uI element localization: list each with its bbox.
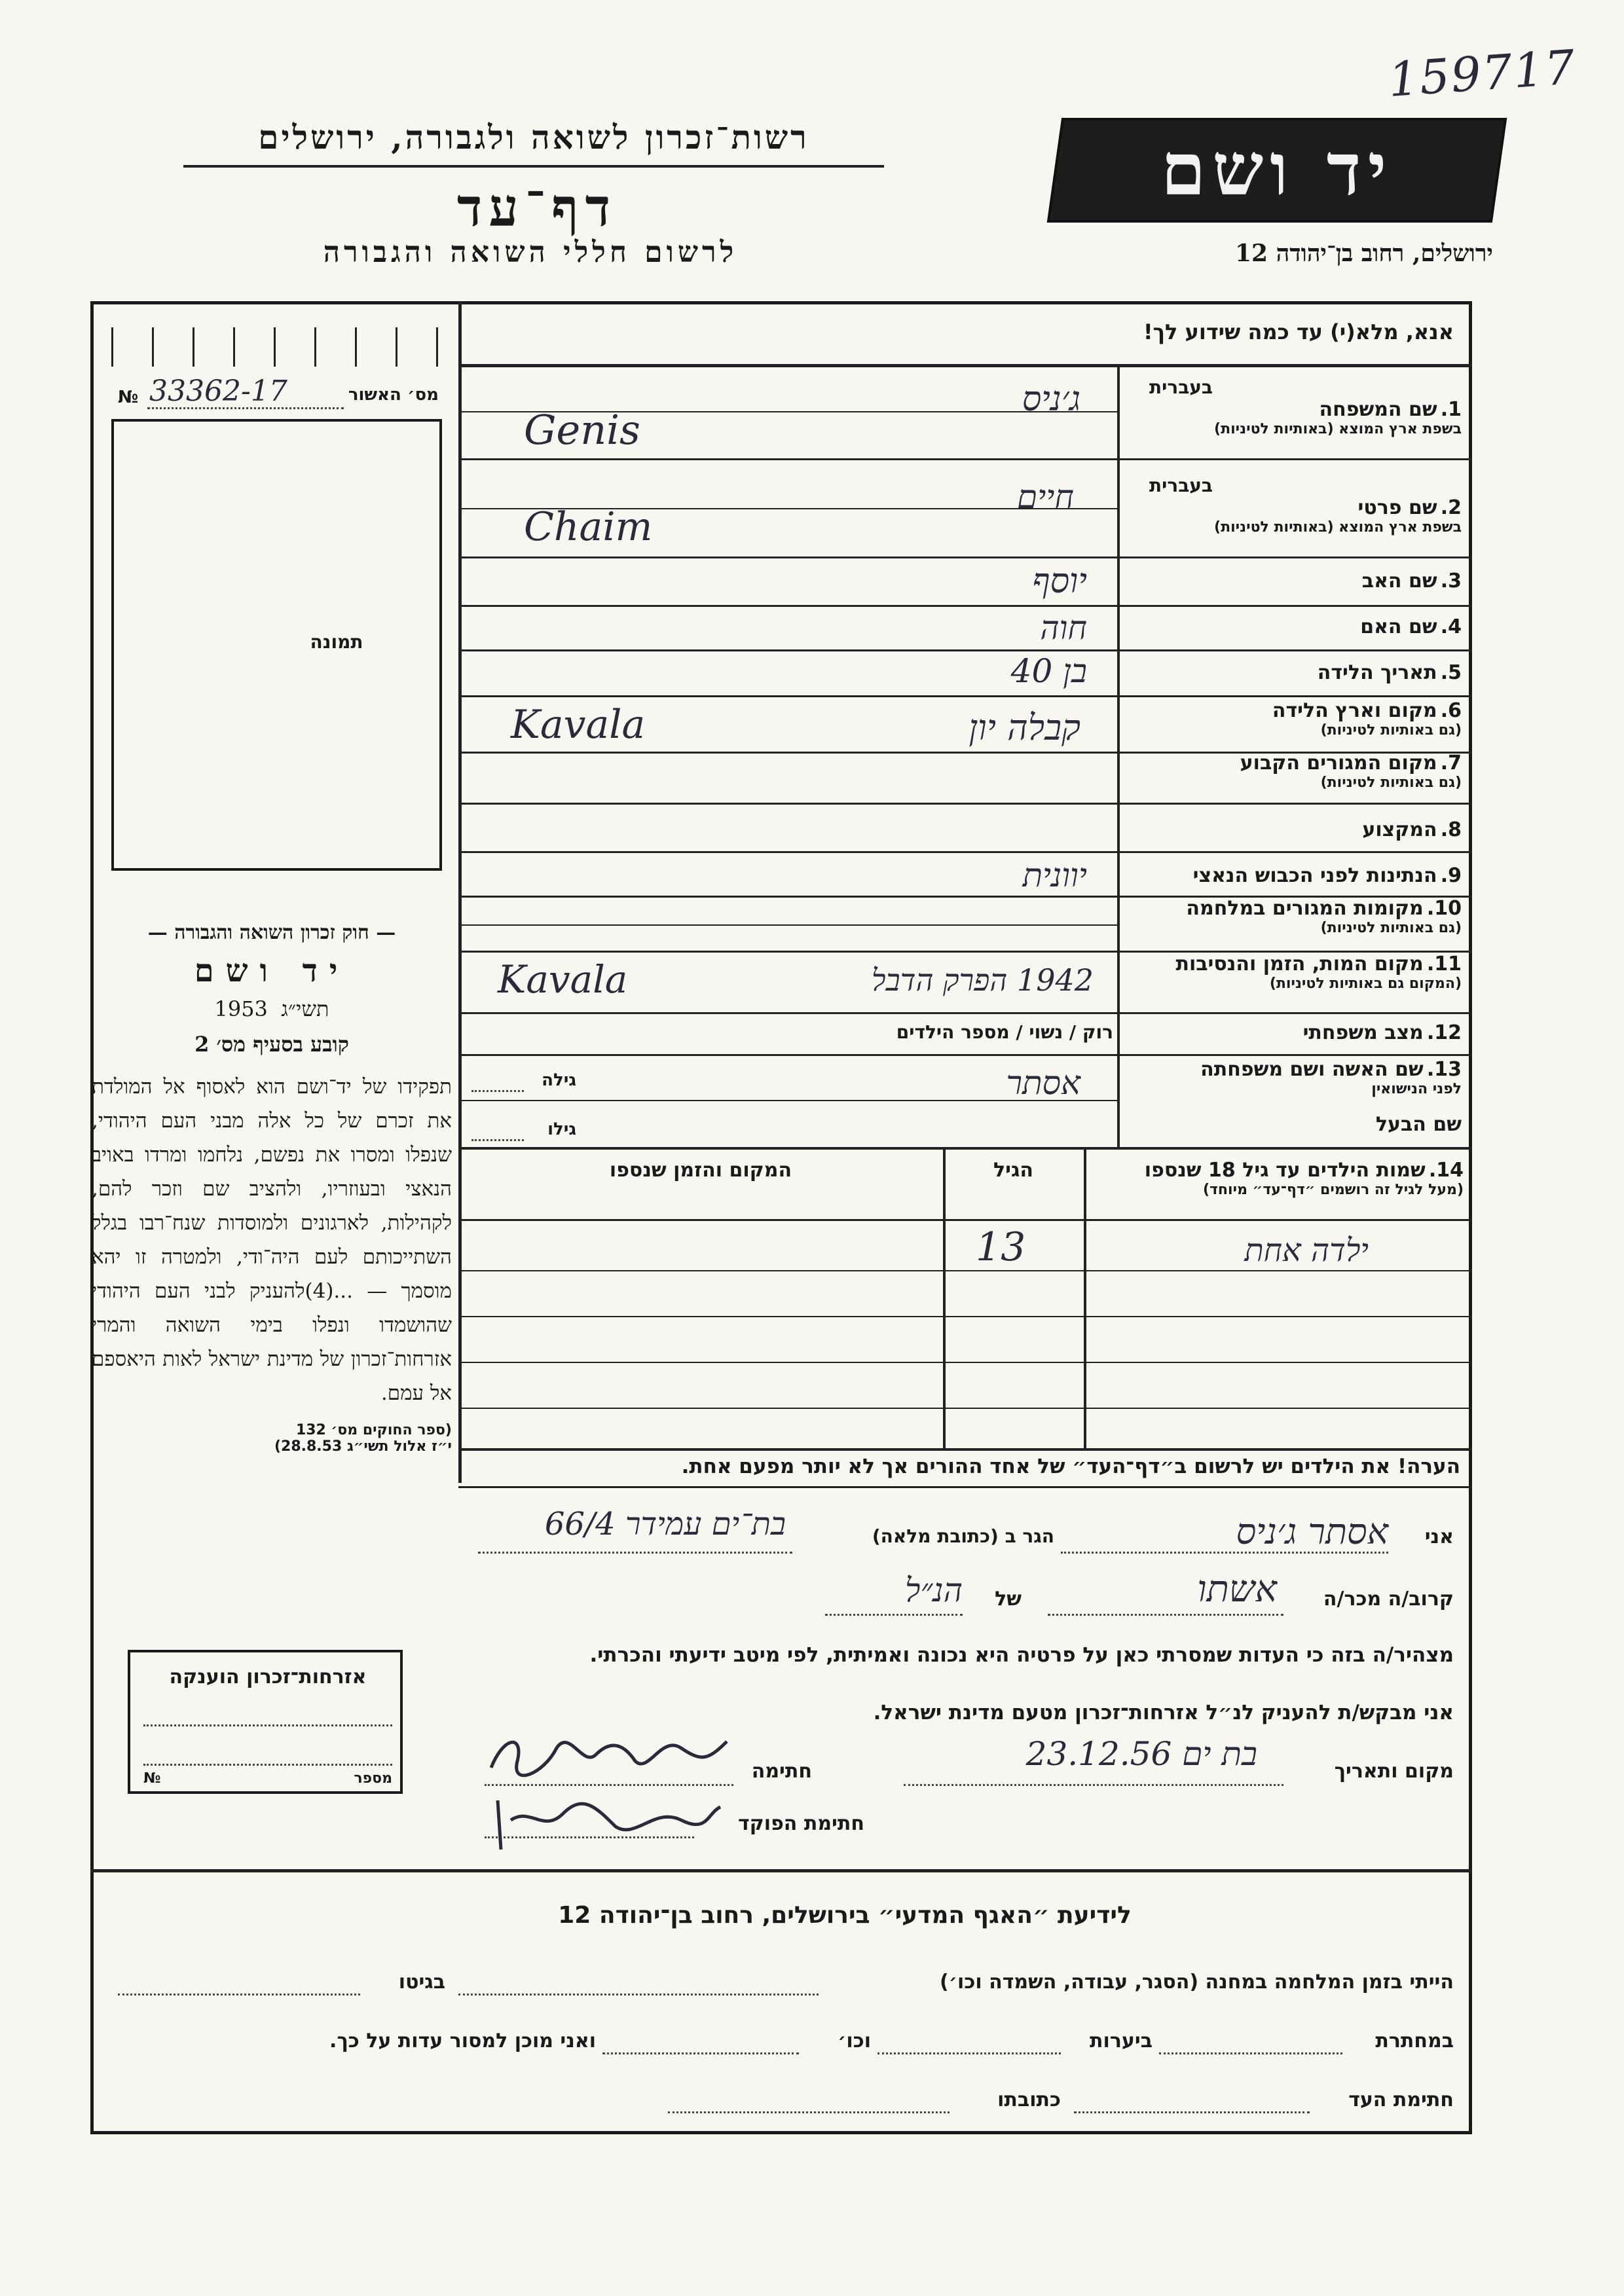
children-title: שמות הילדים עד גיל 18 שנספו xyxy=(1144,1159,1426,1182)
children-header-rule xyxy=(458,1219,1472,1221)
family-name-hebrew[interactable]: ג׳ניס xyxy=(1022,380,1080,419)
tick-marks xyxy=(111,327,439,367)
first-name-latin[interactable]: Chaim xyxy=(524,504,653,550)
testimony-label: ואני מוכן למסור עדות על כך. xyxy=(329,2030,596,2052)
authority-name: רשות־זכרון לשואה ולגבורה, ירושלים xyxy=(258,118,809,156)
citizenship-dots-1 xyxy=(143,1724,392,1726)
citizenship-box-title: אזרחות־זכרון הוענקה xyxy=(169,1666,367,1688)
field-13-label: שם האשה ושם משפחתה xyxy=(1200,1058,1424,1081)
declarant-name[interactable]: אסתר ג׳ניס xyxy=(1236,1511,1388,1552)
father-name-value[interactable]: יוסף xyxy=(1032,562,1087,601)
declarant-relation[interactable]: אשתו xyxy=(1197,1568,1277,1611)
law-year-hebrew: תשי״ג xyxy=(281,996,329,1021)
field-7-sub: (גם באותיות לטיניות) xyxy=(1320,774,1462,791)
field-7-label: מקום המגורים הקבוע xyxy=(1240,752,1437,774)
label-column-divider xyxy=(1117,364,1120,1147)
family-name-latin[interactable]: Genis xyxy=(524,406,640,454)
law-title: — חוק זכרון השואה והגבורה — xyxy=(147,921,396,944)
camp-dots xyxy=(458,1994,819,1995)
photo-box xyxy=(111,419,442,871)
instruction-rule xyxy=(458,364,1472,367)
photo-label: תמונה xyxy=(310,631,363,653)
children-place-header: המקום והזמן שנספו xyxy=(609,1159,792,1182)
approval-prefix: № xyxy=(118,388,139,407)
header-address: ירושלים, רחוב בן־יהודה 12 xyxy=(1234,240,1493,267)
field-wartime-residence xyxy=(1121,897,1462,936)
fill-instruction: אנא, מלא(י) עד כמה שידוע לך! xyxy=(1143,319,1454,344)
marital-status-options[interactable]: רוק / נשוי / מספר הילדים xyxy=(896,1021,1113,1043)
field-7-number: 7. xyxy=(1440,752,1462,774)
husband-age-dots xyxy=(471,1139,524,1141)
ghetto-label: בגיטו xyxy=(398,1971,445,1994)
citizenship-number-prefix: № xyxy=(143,1770,161,1787)
birth-place-hebrew[interactable]: קבלה יון xyxy=(969,707,1080,748)
witness-address-label: כתובתו xyxy=(997,2088,1061,2111)
row-rule-12 xyxy=(458,1054,1472,1056)
relation-dots xyxy=(1048,1614,1283,1616)
field-11-number: 11. xyxy=(1426,953,1462,975)
field-1-label: שם המשפחה xyxy=(1319,398,1437,421)
children-note: הערה! את הילדים יש לרשום ב״דף־העד״ של אחד ההורים אך לא יותר מפעם אחת. xyxy=(681,1455,1460,1478)
field-10-number: 10. xyxy=(1426,897,1462,920)
approval-dots xyxy=(147,407,344,409)
declarant-signature xyxy=(485,1722,733,1787)
husband-label: שם הבעל xyxy=(1375,1113,1462,1136)
law-source: (ספר החוקים מס׳ 132 xyxy=(295,1422,452,1438)
field-5-number: 5. xyxy=(1440,661,1462,684)
row-rule-5 xyxy=(458,695,1472,697)
field-3-label: שם האב xyxy=(1361,570,1437,592)
row-rule-4 xyxy=(458,649,1472,651)
death-details-hebrew[interactable]: 1942 הפרק הדבל xyxy=(872,962,1094,998)
archive-number: 159717 xyxy=(1386,39,1578,107)
law-block xyxy=(92,917,452,1455)
approval-value: 33362-17 xyxy=(149,374,287,408)
etc-dots xyxy=(602,2052,799,2054)
underground-label: במחתרת xyxy=(1375,2030,1454,2052)
form-subtitle: לרשום חללי השואה והגבורה xyxy=(323,236,738,269)
field-2-number: 2. xyxy=(1440,496,1462,519)
child-1-name[interactable]: ילדה אחת xyxy=(1244,1232,1369,1269)
field-2-label: שם פרטי xyxy=(1357,496,1437,519)
row-rule-13 xyxy=(458,1147,1472,1150)
field-6-label: מקום וארץ הלידה xyxy=(1272,699,1437,722)
place-date-dots xyxy=(904,1784,1283,1786)
field-birth-date xyxy=(1121,661,1462,684)
death-place-latin[interactable]: Kavala xyxy=(498,957,628,1002)
field-9-number: 9. xyxy=(1440,864,1462,887)
children-row-rule-1 xyxy=(458,1270,1472,1271)
row-inner-10 xyxy=(458,924,1117,926)
bottom-section-rule xyxy=(90,1869,1472,1872)
declarant-address[interactable]: בת־ים עמידר 66/4 xyxy=(544,1506,786,1542)
ghetto-dots xyxy=(118,1994,360,1995)
birth-place-latin[interactable]: Kavala xyxy=(511,702,646,748)
field-permanent-residence xyxy=(1121,752,1462,791)
logo-text: יד ושם xyxy=(1160,127,1393,211)
forests-dots xyxy=(877,2052,1061,2054)
officer-signature xyxy=(485,1781,733,1853)
field-birth-place xyxy=(1121,699,1462,738)
children-header xyxy=(1090,1159,1464,1198)
field-1-number: 1. xyxy=(1440,398,1462,421)
field-12-label: מצב משפחתי xyxy=(1302,1021,1424,1044)
place-date-label: מקום ותאריך xyxy=(1334,1760,1454,1783)
field-6-sub: (גם באותיות לטיניות) xyxy=(1320,722,1462,738)
field-9-label: הנתינות לפני הכבוש הנאצי xyxy=(1192,864,1437,887)
underground-dots xyxy=(1159,2052,1342,2054)
children-age-header: הגיל xyxy=(993,1159,1033,1182)
husband-age-label: גילו xyxy=(547,1120,576,1139)
field-death-details xyxy=(1121,953,1462,992)
etc-label: וכו׳ xyxy=(838,2030,871,2052)
field-13-number: 13. xyxy=(1426,1058,1462,1081)
row-rule-7 xyxy=(458,803,1472,805)
approval-label: מס׳ האשור xyxy=(348,385,439,405)
first-name-hebrew[interactable]: חיים xyxy=(1016,478,1074,516)
note-rule xyxy=(458,1486,1472,1488)
children-bottom-rule xyxy=(458,1448,1472,1451)
camp-line-label: הייתי בזמן המלחמה במחנה (הסגר, עבודה, השמדה וכו׳) xyxy=(940,1971,1454,1994)
declarant-name-dots xyxy=(1061,1552,1388,1554)
field-10-sub: (גם באותיות לטיניות) xyxy=(1320,920,1462,936)
citizenship-dots-2 xyxy=(143,1764,392,1766)
field-2-tag: בעברית xyxy=(1149,475,1213,496)
wife-age-label: גילה xyxy=(542,1070,576,1090)
children-row-rule-3 xyxy=(458,1362,1472,1363)
field-4-number: 4. xyxy=(1440,615,1462,638)
witness-signature-dots xyxy=(1074,2111,1310,2113)
row-rule-11 xyxy=(458,1012,1472,1014)
declarant-resides-label: הגר ב (כתובת מלאה) xyxy=(872,1525,1054,1547)
declarant-of-value[interactable]: הנ״ל xyxy=(905,1571,963,1609)
field-1-tag: בעברית xyxy=(1149,376,1213,398)
field-6-number: 6. xyxy=(1440,699,1462,722)
birth-date-value[interactable]: בן 40 xyxy=(1010,652,1087,690)
place-date-value[interactable]: בת ים 23.12.56 xyxy=(1025,1735,1257,1773)
declarant-of-label: של xyxy=(995,1588,1022,1611)
yad-vashem-logo xyxy=(1047,118,1507,223)
field-8-label: המקצוע xyxy=(1362,818,1437,841)
field-first-name xyxy=(1121,475,1462,536)
field-11-label: מקום המות, הזמן והנסיבות xyxy=(1175,953,1424,975)
child-1-age[interactable]: 13 xyxy=(976,1224,1026,1270)
scientific-dept-heading: לידיעת ״האגף המדעי״ בירושלים, רחוב בן־יהודה 12 xyxy=(558,1902,1132,1929)
citizenship-value[interactable]: יוונית xyxy=(1022,856,1087,894)
law-year: 1953 xyxy=(214,996,268,1021)
citizenship-box xyxy=(128,1650,403,1794)
wife-age-dots xyxy=(471,1090,524,1092)
witness-address-dots xyxy=(668,2111,950,2113)
children-row-rule-4 xyxy=(458,1408,1472,1409)
row-rule-8 xyxy=(458,851,1472,853)
field-11-sub: (המקום גם באותיות לטיניות) xyxy=(1269,975,1462,992)
left-column-divider xyxy=(458,301,462,1483)
field-5-label: תאריך הלידה xyxy=(1317,661,1437,684)
field-family-name xyxy=(1121,376,1462,437)
law-section: קובע בסעיף מס׳ 2 xyxy=(194,1032,349,1057)
field-10-label: מקומות המגורים במלחמה xyxy=(1186,897,1424,920)
request-text: אני מבקש/ת להעניק לנ״ל אזרחות־זכרון מטעם מדינת ישראל. xyxy=(873,1701,1454,1724)
declarant-relation-label: קרוב/ה מכר/ה xyxy=(1323,1588,1454,1611)
field-occupation xyxy=(1121,818,1462,841)
of-dots xyxy=(825,1614,963,1616)
row-rule-3 xyxy=(458,605,1472,607)
witness-signature-label: חתימת העד xyxy=(1348,2088,1454,2111)
row-rule-2 xyxy=(458,556,1472,558)
field-citizenship xyxy=(1121,864,1462,887)
officer-signature-label: חתימת הפוקד xyxy=(738,1812,864,1835)
field-father-name xyxy=(1121,570,1462,592)
children-col-divider-1 xyxy=(1084,1147,1086,1448)
signature-label: חתימה xyxy=(751,1760,812,1783)
wife-name-value[interactable]: אסתר xyxy=(1006,1064,1080,1102)
field-4-label: שם האם xyxy=(1360,615,1437,638)
declarant-address-dots xyxy=(478,1552,792,1554)
form-title: דף־עד xyxy=(456,177,618,238)
mother-name-value[interactable]: חוה xyxy=(1040,609,1087,647)
declaration-text: מצהיר/ה בזה כי העדות שמסרתי כאן על פרטיה היא נכונה ואמיתית, לפי מיטב ידיעתי והכרתי. xyxy=(589,1643,1454,1667)
children-row-rule-2 xyxy=(458,1316,1472,1317)
row-rule-1 xyxy=(458,458,1472,460)
declarant-i-label: אני xyxy=(1424,1525,1454,1548)
law-source-date: י״ז אלול תשי״ג 28.8.53) xyxy=(274,1438,452,1455)
field-2-sub: בשפת ארץ המוצא (באותיות לטיניות) xyxy=(1214,519,1462,536)
field-marital-status xyxy=(1121,1021,1462,1044)
law-name: יד ושם xyxy=(194,953,350,989)
field-12-number: 12. xyxy=(1426,1021,1462,1044)
field-wife-name xyxy=(1121,1058,1462,1097)
forests-label: ביערות xyxy=(1090,2030,1153,2052)
law-text: תפקידו של יד־ושם הוא לאסוף אל המולדת את זכרם של כל אלה מבני העם היהודי, שנפלו ומסרו את נפשם, נלחמו ומרדו באויב הנאצי ובעוזריו, ולהציב שם וזכר להם, לקהילות, לארגונים ולמוסדות שנח־רבו בגלל השתייכותם לעם היה־ודי, ולמטרה זו יהא מוסמך — ...(4)להעניק לבני העם היהודי שהושמדו ונפלו בימי השואה והמרי אזרחות־זכרון של מדינת ישראל לאות היאספם אל עמם. xyxy=(92,1075,452,1405)
field-13-sub: לפני הנישואין xyxy=(1371,1081,1462,1097)
field-8-number: 8. xyxy=(1440,818,1462,841)
field-mother-name xyxy=(1121,615,1462,638)
children-number: 14. xyxy=(1428,1159,1464,1182)
field-husband-name xyxy=(1121,1113,1462,1136)
field-3-number: 3. xyxy=(1440,570,1462,592)
header-underline xyxy=(183,165,884,168)
field-1-sub: בשפת ארץ המוצא (באותיות לטיניות) xyxy=(1214,421,1462,437)
citizenship-number-label: מספר xyxy=(354,1770,392,1787)
children-subtitle: (מעל לגיל זה רושמים ״דף־עד״ מיוחד) xyxy=(1202,1182,1464,1198)
children-col-divider-2 xyxy=(943,1147,946,1448)
